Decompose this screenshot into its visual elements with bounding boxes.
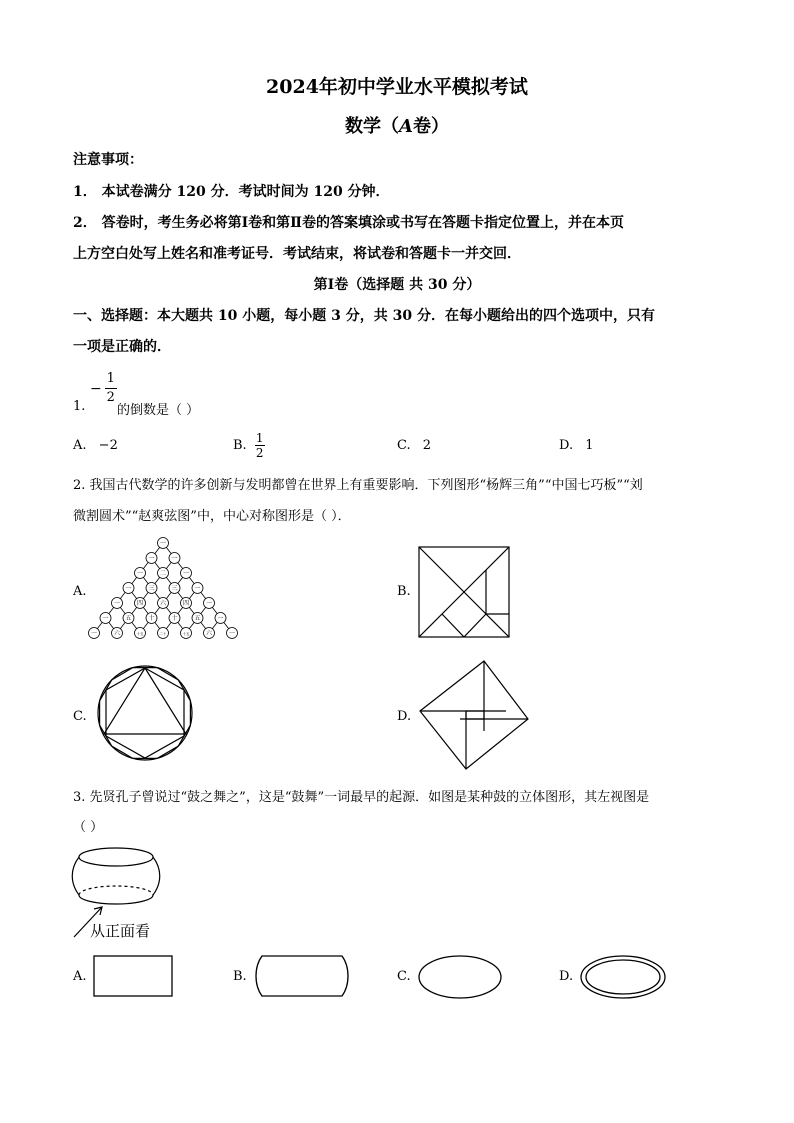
q1-option-b[interactable] [233, 432, 265, 459]
q2-option-a-label[interactable]: A. [73, 584, 87, 599]
q1-frac [105, 372, 117, 405]
triangle-node-label: 一 [205, 600, 213, 608]
q1-option-d-value: 1 [585, 438, 594, 453]
q1-fraction [90, 372, 117, 405]
part-title: 第Ⅰ卷（选择题 共 30 分） [313, 277, 481, 293]
triangle-node-label: 一 [182, 570, 190, 578]
triangle-node-label: 一 [194, 585, 201, 593]
q3-line-2: （ ） [73, 820, 104, 835]
q1-frac-sign: − [90, 380, 102, 397]
q1-option-c-label: C. [397, 438, 411, 453]
triangle-node-label: 一 [171, 555, 178, 563]
triangle-node-label: 二十 [159, 632, 167, 637]
q1-stem: 的倒数是（ ） [117, 403, 200, 418]
triangle-node-label: 十五 [136, 632, 144, 637]
q1-option-b-frac [255, 432, 265, 459]
q1-option-b-den: 2 [255, 446, 264, 460]
zhao-shuang-figure [418, 659, 530, 771]
q1-option-b-num: 1 [255, 431, 264, 445]
triangle-node-label: 四 [136, 600, 144, 608]
q2-option-d-label[interactable]: D. [397, 709, 412, 724]
q3-view-label: 从正面看 [90, 922, 151, 940]
liu-hui-circle-figure [95, 663, 195, 763]
triangle-node-label: 三 [171, 585, 178, 593]
triangle-node-label: 五 [125, 615, 132, 623]
triangle-node-label: 六 [159, 600, 167, 608]
q3-option-a-label[interactable]: A. [73, 969, 87, 984]
subtitle-suffix: 卷） [412, 116, 449, 137]
section-intro-line-1: 一、选择题：本大题共 10 小题，每小题 3 分，共 30 分．在每小题给出的四个选项中，只有 [73, 308, 655, 324]
q2-line-2: 微割圆术”“赵爽弦图”中，中心对称图形是（ ）． [73, 509, 351, 524]
subtitle-italic: A [399, 116, 413, 137]
q2-line-1: 2. 我国古代数学的许多创新与发明都曾在世界上有重要影响．下列图形“杨辉三角”“中国七巧板”“刘 [73, 478, 643, 493]
q1-frac-den: 2 [106, 390, 115, 405]
q1-frac-num: 1 [106, 371, 115, 386]
q3-option-b-label[interactable]: B. [233, 969, 247, 984]
q1-option-d[interactable] [559, 438, 594, 453]
exam-title: 2024年初中学业水平模拟考试 [266, 76, 528, 98]
notes-item-1: 1． 本试卷满分 120 分．考试时间为 120 分钟． [73, 184, 390, 200]
q3-option-c-ellipse [418, 955, 502, 999]
q3-option-b-barrel [254, 955, 350, 997]
triangle-node-label: 三 [148, 585, 155, 593]
q1-number: 1. [73, 399, 86, 414]
exam-subtitle [0, 112, 794, 138]
triangle-node-label: 十 [171, 615, 178, 623]
inscribed-dodecagon [100, 668, 191, 759]
q1-option-a-label: A. [73, 438, 87, 453]
yang-hui-triangle-figure [90, 535, 240, 645]
triangle-node-label: 五 [194, 615, 201, 623]
q1-option-a[interactable] [73, 438, 118, 453]
triangle-node-label: 十 [148, 615, 155, 623]
triangle-node-label: 六 [205, 630, 213, 638]
q1-option-b-label: B. [233, 438, 247, 453]
section-intro-line-2: 一项是正确的． [73, 339, 171, 355]
triangle-node-label: 一 [102, 615, 109, 623]
triangle-node-label: 一 [148, 555, 155, 563]
q2-option-b-label[interactable]: B. [397, 584, 411, 599]
triangle-node-label: 一 [217, 615, 224, 623]
triangle-node-label: 一 [228, 630, 236, 638]
q1-option-a-value: −2 [98, 438, 118, 453]
triangle-node-label: 二 [159, 570, 167, 578]
q3-option-d-label[interactable]: D. [559, 969, 574, 984]
notes-item-2-line-2: 上方空白处写上姓名和准考证号．考试结束，将试卷和答题卡一并交回． [73, 246, 521, 262]
q3-line-1: 3. 先贤孔子曾说过“鼓之舞之”，这是“鼓舞”一词最早的起源．如图是某种鼓的立体图形，其左视图是 [73, 790, 650, 805]
triangle-node-label: 六 [113, 630, 121, 638]
q3-option-d-double-ellipse [580, 955, 666, 999]
notes-item-2-line-1: 2． 答卷时，考生务必将第Ⅰ卷和第Ⅱ卷的答案填涂或书写在答题卡指定位置上，并在本页 [73, 215, 624, 231]
tangram-figure [418, 546, 510, 638]
triangle-node-label: 十五 [182, 632, 190, 637]
q1-option-d-label: D. [559, 438, 574, 453]
q1-option-c-value: 2 [422, 438, 432, 453]
triangle-node-label: 一 [113, 600, 121, 608]
q1-option-c[interactable] [397, 438, 431, 453]
triangle-node-label: 一 [125, 585, 132, 593]
q3-option-a-rectangle [93, 955, 173, 997]
triangle-node-label: 一 [90, 630, 98, 638]
subtitle-prefix: 数学（ [345, 116, 400, 137]
triangle-node-label: 一 [159, 540, 167, 548]
q2-option-c-label[interactable]: C. [73, 709, 87, 724]
notes-heading: 注意事项： [73, 152, 143, 168]
q3-option-c-label[interactable]: C. [397, 969, 411, 984]
triangle-node-label: 四 [182, 600, 190, 608]
triangle-node-label: 一 [136, 570, 144, 578]
